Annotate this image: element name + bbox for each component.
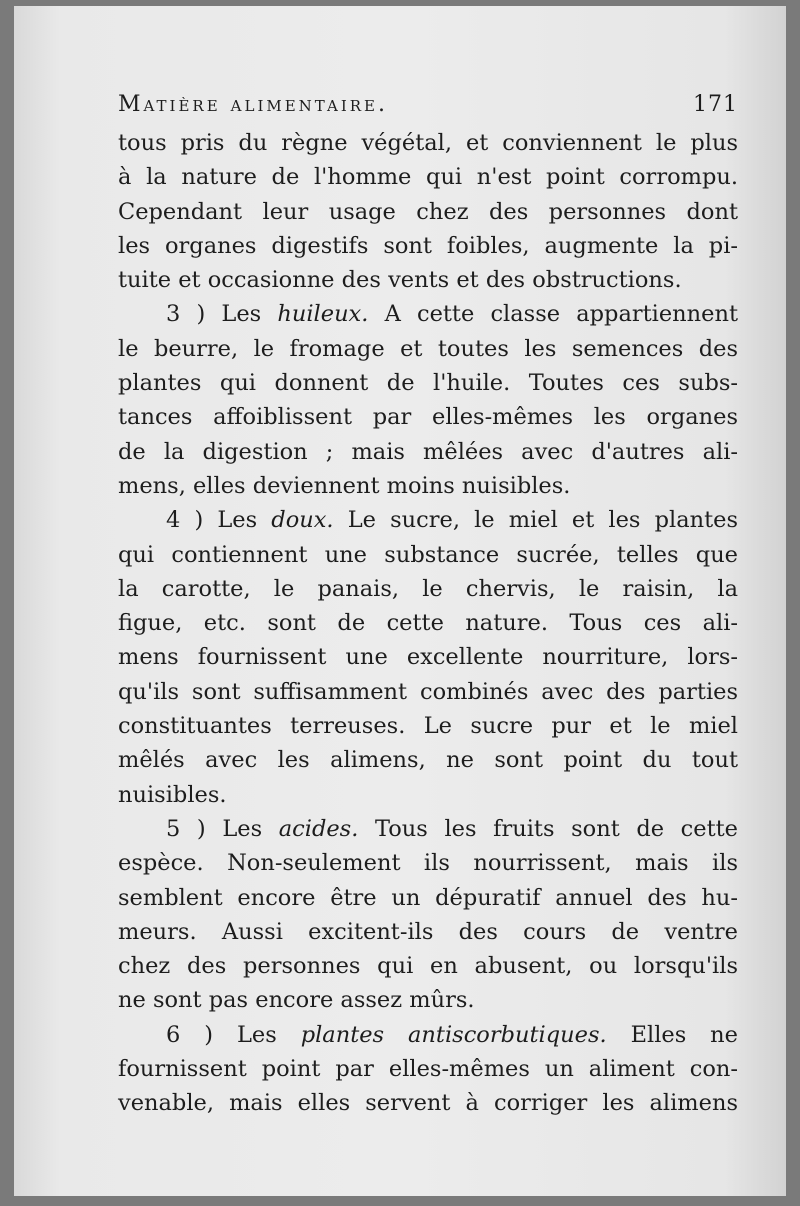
line-text: tances affoiblissent par elles-mêmes les organes — [118, 404, 738, 431]
text-line — [118, 400, 738, 434]
line-text: chez des personnes qui en abusent, ou lorsqu'ils — [118, 953, 738, 980]
text-line — [118, 503, 738, 537]
item-term: huileux. — [277, 301, 369, 328]
line-text: Tous les fruits sont de cette — [358, 815, 738, 842]
line-text: A cette classe appartiennent — [368, 301, 738, 328]
line-text: constituantes terreuses. Le sucre pur et le miel — [118, 713, 738, 740]
text-line — [118, 469, 738, 503]
line-text: Elles ne — [606, 1021, 738, 1048]
line-text: le beurre, le fromage et toutes les semences des — [118, 335, 738, 362]
line-text: plantes qui donnent de l'huile. Toutes ces subs- — [118, 370, 738, 397]
text-line — [118, 332, 738, 366]
page-number: 171 — [693, 92, 738, 117]
text-line — [118, 846, 738, 880]
text-line — [118, 606, 738, 640]
running-head — [118, 92, 738, 126]
item-lead: 6 ) Les — [166, 1021, 301, 1048]
text-line — [118, 366, 738, 400]
line-text: qu'ils sont suffisamment combinés avec des parties — [118, 678, 738, 705]
text-line — [118, 675, 738, 709]
line-text: mens fournissent une excellente nourriture, lors- — [118, 644, 738, 671]
text-line — [118, 1018, 738, 1052]
line-text: figue, etc. sont de cette nature. Tous ces ali- — [118, 610, 738, 637]
body-text — [118, 126, 738, 1121]
line-text: Le sucre, le miel et les plantes — [333, 507, 739, 534]
text-line — [118, 126, 738, 160]
text-line — [118, 640, 738, 674]
item-term: acides. — [278, 815, 359, 842]
item-term: doux. — [271, 507, 334, 534]
line-text: la carotte, le panais, le chervis, le raisin, la — [118, 575, 738, 602]
text-block — [118, 92, 738, 1121]
text-line — [118, 263, 738, 297]
item-lead: 3 ) Les — [166, 301, 278, 328]
text-line — [118, 983, 738, 1017]
text-line — [118, 1086, 738, 1120]
line-text: fournissent point par elles-mêmes un aliment con- — [118, 1056, 738, 1083]
text-line — [118, 538, 738, 572]
text-line — [118, 160, 738, 194]
text-line — [118, 709, 738, 743]
book-page — [14, 6, 786, 1196]
text-line — [118, 572, 738, 606]
line-text: ne sont pas encore assez mûrs. — [118, 987, 475, 1014]
text-line — [118, 435, 738, 469]
text-line — [118, 778, 738, 812]
text-line — [118, 195, 738, 229]
line-text: mêlés avec les alimens, ne sont point du tout — [118, 747, 738, 774]
line-text: de la digestion ; mais mêlées avec d'autres ali- — [118, 438, 738, 465]
item-term: plantes antiscorbutiques. — [300, 1021, 607, 1048]
line-text: Cependant leur usage chez des personnes dont — [118, 198, 738, 225]
text-line — [118, 812, 738, 846]
line-text: nuisibles. — [118, 781, 227, 808]
text-line — [118, 229, 738, 263]
line-text: semblent encore être un dépuratif annuel des hu- — [118, 884, 738, 911]
item-lead: 5 ) Les — [166, 815, 279, 842]
running-head-title: Matière alimentaire. — [118, 92, 388, 117]
line-text: venable, mais elles servent à corriger les alimens — [118, 1090, 738, 1117]
text-line — [118, 297, 738, 331]
text-line — [118, 949, 738, 983]
item-lead: 4 ) Les — [166, 507, 272, 534]
line-text: les organes digestifs sont foibles, augmente la pi- — [118, 232, 738, 259]
line-text: tuite et occasionne des vents et des obstructions. — [118, 267, 682, 294]
line-text: qui contiennent une substance sucrée, telles que — [118, 541, 738, 568]
line-text: tous pris du règne végétal, et conviennent le plus — [118, 130, 738, 156]
text-line — [118, 1052, 738, 1086]
text-line — [118, 743, 738, 777]
text-line — [118, 881, 738, 915]
text-line — [118, 915, 738, 949]
line-text: mens, elles deviennent moins nuisibles. — [118, 472, 571, 499]
line-text: meurs. Aussi excitent-ils des cours de ventre — [118, 918, 738, 945]
line-text: espèce. Non-seulement ils nourrissent, mais ils — [118, 850, 738, 877]
line-text: à la nature de l'homme qui n'est point corrompu. — [118, 164, 738, 191]
